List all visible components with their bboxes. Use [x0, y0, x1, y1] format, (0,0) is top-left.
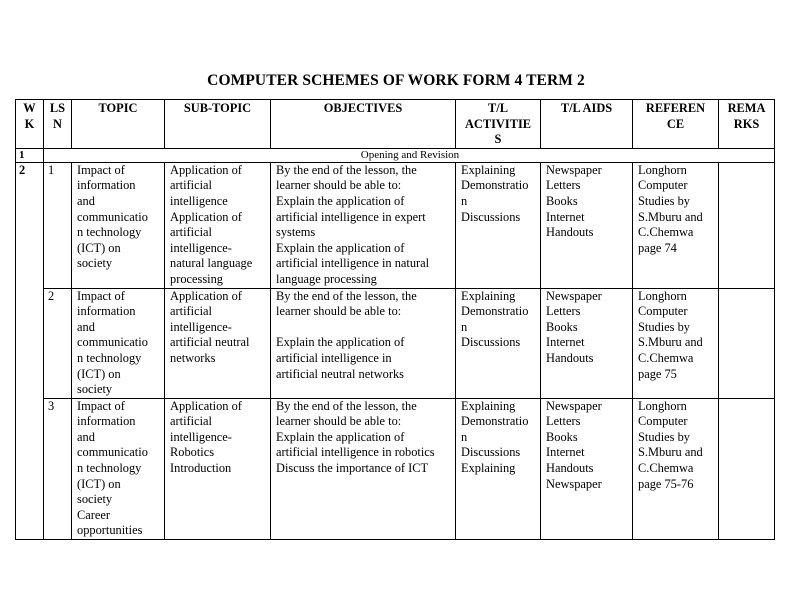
cell-line: communicatio	[77, 209, 148, 224]
topic-cell	[72, 398, 165, 539]
cell-line: Application of	[170, 162, 242, 177]
cell-line: Impact of	[77, 162, 125, 177]
revision-cell: Opening and Revision	[44, 148, 775, 162]
cell-line: Studies by	[638, 429, 690, 444]
cell-line: Newspaper	[546, 288, 602, 303]
activities-cell	[456, 398, 541, 539]
cell-line: SUB-TOPIC	[183, 101, 252, 115]
cell-line: Explain the application of	[276, 193, 405, 208]
header-row	[16, 100, 775, 149]
cell-line: Handouts	[546, 350, 594, 365]
cell-line: Discuss the importance of ICT	[276, 461, 429, 476]
week-number: 1	[16, 148, 44, 162]
cell-line: Demonstratio	[461, 414, 529, 429]
cell-line: Longhorn	[638, 162, 687, 177]
cell-line: Studies by	[638, 319, 690, 334]
cell-line: artificial intelligence in	[276, 350, 392, 365]
cell-line: Books	[546, 429, 578, 444]
cell-line: n	[461, 429, 468, 444]
page-title: COMPUTER SCHEMES OF WORK FORM 4 TERM 2	[207, 72, 585, 89]
cell-line: TOPIC	[98, 101, 138, 115]
header-subtopic	[165, 100, 271, 149]
cell-line: W	[23, 101, 36, 115]
cell-line: LS	[49, 101, 66, 115]
cell-line: information	[77, 178, 136, 193]
header-wk	[16, 100, 44, 149]
cell-line: Explaining	[461, 461, 516, 476]
cell-line: networks	[170, 350, 216, 365]
cell-line: By the end of the lesson, the	[276, 162, 417, 177]
cell-line: (ICT) on	[77, 476, 121, 491]
remarks-cell	[719, 162, 775, 288]
cell-line: Newspaper	[546, 398, 602, 413]
cell-line: communicatio	[77, 445, 148, 460]
cell-line: systems	[276, 225, 316, 240]
aids-cell	[541, 398, 633, 539]
cell-line: Discussions	[461, 445, 521, 460]
cell-line: C.Chemwa	[638, 350, 694, 365]
cell-line: natural language	[170, 256, 253, 271]
cell-line: learner should be able to:	[276, 304, 402, 319]
topic-cell	[72, 162, 165, 288]
cell-line: Longhorn	[638, 288, 687, 303]
cell-line: (ICT) on	[77, 366, 121, 381]
objectives-cell	[271, 162, 456, 288]
cell-line: and	[77, 319, 95, 334]
cell-line: learner should be able to:	[276, 178, 402, 193]
cell-line: society	[77, 382, 113, 397]
cell-line: Letters	[546, 414, 581, 429]
cell-line: artificial	[170, 414, 212, 429]
topic-cell	[72, 288, 165, 398]
cell-line: intelligence-	[170, 429, 232, 444]
cell-line: Introduction	[170, 461, 232, 476]
cell-line: n	[461, 319, 468, 334]
cell-line: ACTIVITIE	[464, 116, 532, 131]
cell-line: page 75-76	[638, 476, 694, 491]
cell-line: n technology	[77, 225, 142, 240]
header-lsn	[44, 100, 72, 149]
cell-line: Computer	[638, 414, 688, 429]
cell-line: Explain the application of	[276, 240, 405, 255]
cell-line: RKS	[733, 116, 760, 131]
cell-line: Internet	[546, 209, 585, 224]
cell-line: intelligence-	[170, 240, 232, 255]
subtopic-cell	[165, 288, 271, 398]
cell-line: Computer	[638, 304, 688, 319]
lesson-number: 3	[44, 398, 72, 539]
cell-line: artificial	[170, 225, 212, 240]
cell-line: Studies by	[638, 193, 690, 208]
cell-line: communicatio	[77, 335, 148, 350]
table-row	[16, 398, 775, 539]
cell-line: C.Chemwa	[638, 461, 694, 476]
cell-line: page 75	[638, 366, 677, 381]
table-row	[16, 288, 775, 398]
cell-line: Discussions	[461, 335, 521, 350]
cell-line: Career	[77, 507, 111, 522]
cell-line: Newspaper	[546, 162, 602, 177]
cell-line: S	[494, 132, 502, 147]
lesson-number: 2	[44, 288, 72, 398]
cell-line: Explaining	[461, 288, 516, 303]
cell-line: Impact of	[77, 398, 125, 413]
subtopic-cell	[165, 162, 271, 288]
cell-line: artificial	[170, 178, 212, 193]
cell-line: Demonstratio	[461, 304, 529, 319]
objectives-cell	[271, 288, 456, 398]
cell-line: page 74	[638, 240, 677, 255]
cell-line: Explaining	[461, 398, 516, 413]
activities-cell	[456, 162, 541, 288]
cell-line: Application of	[170, 288, 242, 303]
header-topic	[72, 100, 165, 149]
cell-line: S.Mburu and	[638, 445, 703, 460]
cell-line: T/L	[488, 101, 508, 115]
cell-line: Newspaper	[546, 476, 602, 491]
scheme-table	[15, 99, 775, 540]
cell-line: S.Mburu and	[638, 335, 703, 350]
cell-line: and	[77, 193, 95, 208]
cell-line: Application of	[170, 209, 242, 224]
cell-line: Internet	[546, 335, 585, 350]
cell-line: Handouts	[546, 225, 594, 240]
lesson-number: 1	[44, 162, 72, 288]
cell-line: OBJECTIVES	[323, 101, 403, 115]
cell-line: C.Chemwa	[638, 225, 694, 240]
cell-line: society	[77, 492, 113, 507]
aids-cell	[541, 288, 633, 398]
cell-line: Explaining	[461, 162, 516, 177]
remarks-cell	[719, 288, 775, 398]
cell-line: n technology	[77, 461, 142, 476]
cell-line: artificial intelligence in expert	[276, 209, 426, 224]
cell-line: CE	[666, 116, 685, 131]
cell-line: Letters	[546, 178, 581, 193]
cell-line: K	[24, 116, 35, 131]
blank-line	[276, 320, 452, 336]
cell-line: Computer	[638, 178, 688, 193]
cell-line: N	[53, 116, 62, 131]
cell-line: processing	[170, 271, 223, 286]
references-cell	[633, 288, 719, 398]
week-1-row	[16, 148, 775, 162]
header-objectives	[271, 100, 456, 149]
cell-line: By the end of the lesson, the	[276, 288, 417, 303]
cell-line: information	[77, 414, 136, 429]
header-aids	[541, 100, 633, 149]
cell-line: n	[461, 193, 468, 208]
cell-line: artificial intelligence in natural	[276, 256, 430, 271]
subtopic-cell	[165, 398, 271, 539]
remarks-cell	[719, 398, 775, 539]
cell-line: artificial intelligence in robotics	[276, 445, 435, 460]
references-cell	[633, 162, 719, 288]
activities-cell	[456, 288, 541, 398]
cell-line: Books	[546, 193, 578, 208]
cell-line: Robotics	[170, 445, 215, 460]
cell-line: artificial neutral	[170, 335, 250, 350]
cell-line: Handouts	[546, 461, 594, 476]
cell-line: intelligence-	[170, 319, 232, 334]
cell-line: T/L AIDS	[560, 101, 613, 115]
cell-line: S.Mburu and	[638, 209, 703, 224]
cell-line: REFEREN	[645, 101, 706, 115]
aids-cell	[541, 162, 633, 288]
cell-line: society	[77, 256, 113, 271]
cell-line: information	[77, 304, 136, 319]
cell-line: Books	[546, 319, 578, 334]
cell-line: REMA	[727, 101, 766, 115]
cell-line: Discussions	[461, 209, 521, 224]
cell-line: artificial	[170, 304, 212, 319]
cell-line: Demonstratio	[461, 178, 529, 193]
cell-line: (ICT) on	[77, 240, 121, 255]
cell-line: artificial neutral networks	[276, 366, 404, 381]
cell-line: intelligence	[170, 193, 228, 208]
cell-line: Explain the application of	[276, 429, 405, 444]
objectives-cell	[271, 398, 456, 539]
cell-line: language processing	[276, 271, 377, 286]
cell-line: Internet	[546, 445, 585, 460]
table-row	[16, 162, 775, 288]
header-remarks	[719, 100, 775, 149]
cell-line: Letters	[546, 304, 581, 319]
cell-line: Application of	[170, 398, 242, 413]
cell-line: n technology	[77, 350, 142, 365]
cell-line: and	[77, 429, 95, 444]
cell-line: opportunities	[77, 523, 143, 538]
header-activities	[456, 100, 541, 149]
cell-line: learner should be able to:	[276, 414, 402, 429]
cell-line: Longhorn	[638, 398, 687, 413]
header-references	[633, 100, 719, 149]
cell-line: By the end of the lesson, the	[276, 398, 417, 413]
cell-line: Explain the application of	[276, 335, 405, 350]
cell-line: Impact of	[77, 288, 125, 303]
references-cell	[633, 398, 719, 539]
week-number: 2	[16, 162, 44, 539]
